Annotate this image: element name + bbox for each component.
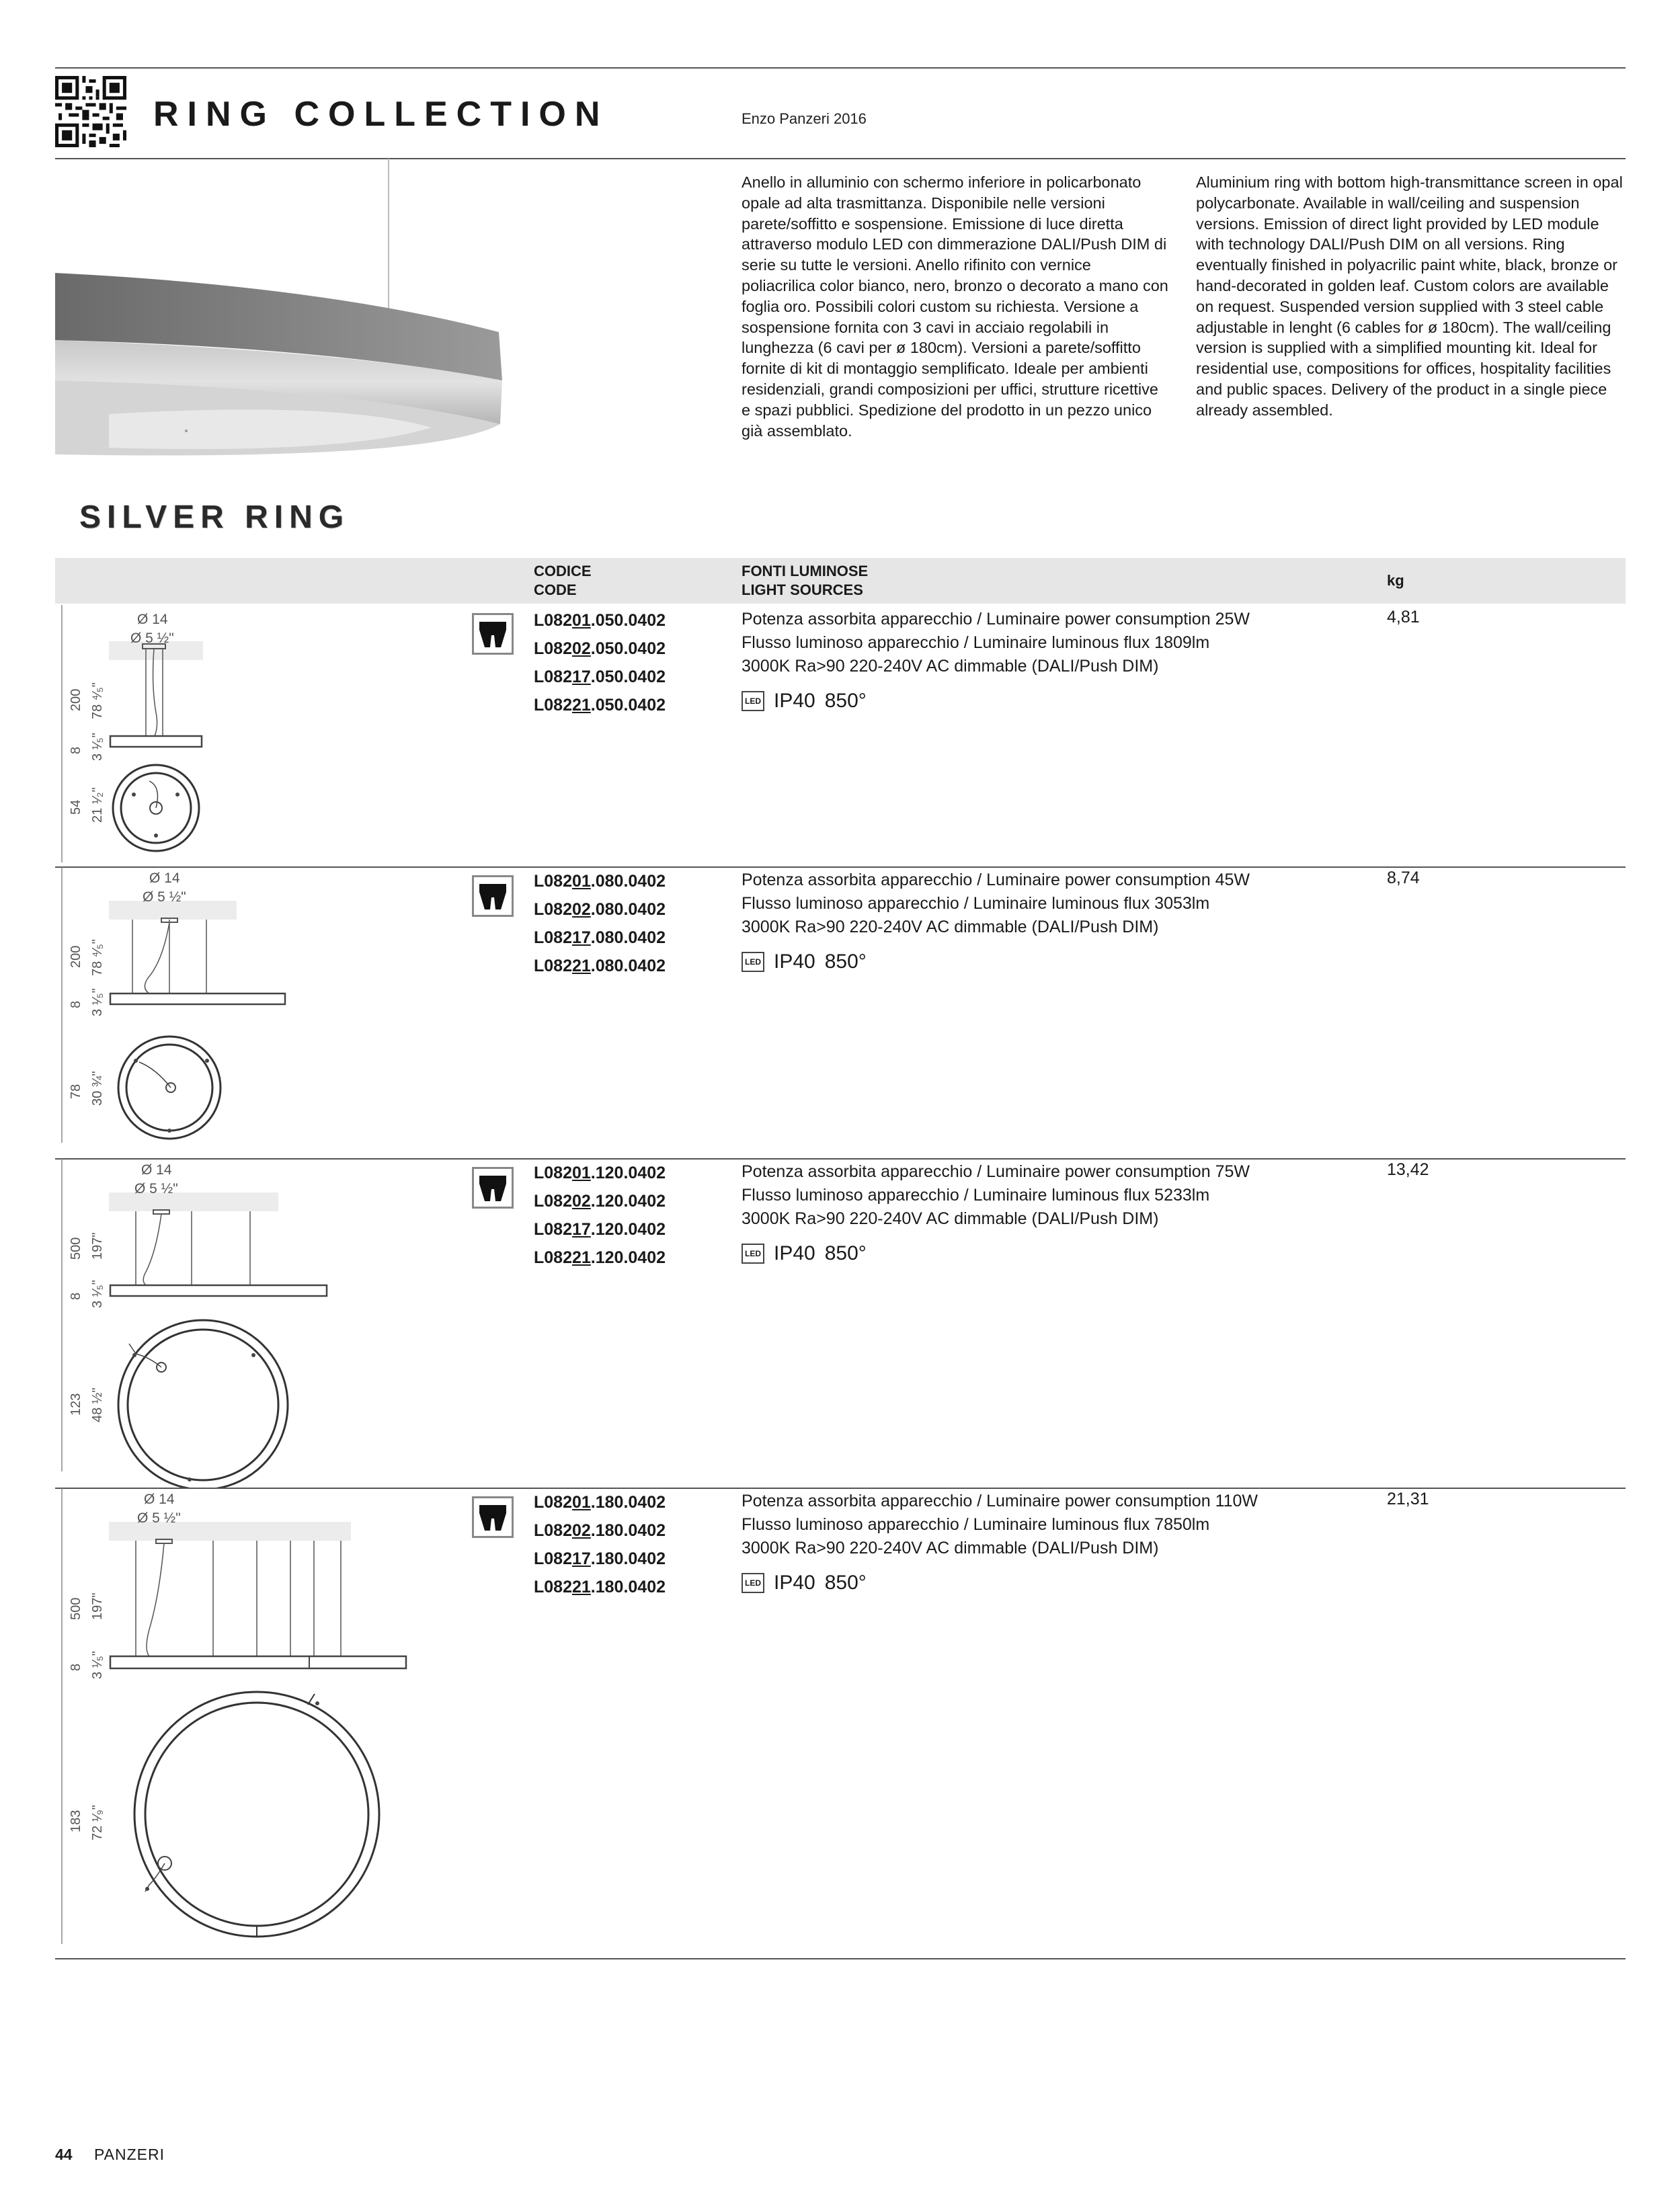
luminous-flux: Flusso luminoso apparecchio / Luminaire luminous flux 3053lm (742, 894, 1210, 913)
weight-value: 21,31 (1387, 1490, 1429, 1508)
product-code[interactable]: L08202.120.0402 (534, 1192, 666, 1211)
light-specs (742, 608, 1250, 678)
led-icon: LED (742, 1244, 764, 1264)
page-number: 44 (55, 2146, 73, 2163)
collection-title: RING COLLECTION (153, 95, 609, 134)
color-temperature: 3000K Ra>90 220-240V AC dimmable (DALI/Push DIM) (742, 918, 1159, 936)
table-header (55, 558, 1626, 604)
product-photo (55, 159, 526, 468)
product-code[interactable]: L08201.080.0402 (534, 872, 666, 891)
product-codes (534, 1159, 666, 1272)
ip-rating: IP40 (774, 1242, 815, 1264)
sources-header-en: LIGHT SOURCES (742, 581, 863, 598)
glow-wire-rating: 850° (824, 1242, 867, 1264)
canopy-diameter-in: Ø 5 ½" (143, 889, 186, 905)
product-code[interactable]: L08217.080.0402 (534, 928, 666, 947)
diameter-cm: 183 (69, 1810, 83, 1832)
diameter-in: 21 ¹⁄₂" (90, 787, 105, 823)
height-in: 197" (90, 1232, 105, 1260)
luminous-flux: Flusso luminoso apparecchio / Luminaire luminous flux 5233lm (742, 1186, 1210, 1205)
suspension-lamp-icon (472, 1167, 514, 1209)
product-code[interactable]: L08221.050.0402 (534, 696, 666, 715)
diameter-cm: 54 (69, 799, 83, 815)
code-header (534, 562, 592, 600)
spec-badges (742, 690, 867, 713)
table-row (55, 605, 1626, 867)
glow-wire-rating: 850° (824, 1572, 867, 1594)
diameter-in: 30 ¾" (90, 1071, 105, 1106)
height-cm: 500 (69, 1597, 83, 1620)
power-consumption: Potenza assorbita apparecchio / Luminaire power consumption 45W (742, 870, 1250, 889)
spec-badges (742, 1572, 867, 1594)
canopy-diameter-in: Ø 5 ½" (130, 631, 174, 646)
weight-value: 8,74 (1387, 868, 1420, 887)
description-english: Aluminium ring with bottom high-transmittance screen in opal polycarbonate. Available in wall/ceiling and suspension versions. Emission of direct light provided by LED module with technology DALI/Push DIM on all versions. Ring eventually finished in polyacrilic paint white, black, bronze or hand-decorated in golden leaf. Custom colors are available on request. Suspended version supplied with 3 steel cable adjustable in lenght (6 cables for ø 180cm). The wall/ceiling version is supplied with a simplified mounting kit. Ideal for residential use, compositions for offices, hospitality facilities and public spaces. Delivery of the product in a single piece already assembled. (1196, 173, 1623, 419)
product-code[interactable]: L08217.180.0402 (534, 1549, 666, 1568)
height-cm: 200 (69, 945, 83, 968)
brand-name: PANZERI (94, 2146, 165, 2163)
table-row (55, 1159, 1626, 1488)
spec-badges (742, 1242, 867, 1265)
product-code[interactable]: L08217.050.0402 (534, 667, 666, 686)
power-consumption: Potenza assorbita apparecchio / Luminaire power consumption 75W (742, 1162, 1250, 1181)
weight-value: 4,81 (1387, 608, 1420, 626)
designer-credit: Enzo Panzeri 2016 (742, 110, 867, 127)
height-in: 197" (90, 1592, 105, 1620)
light-specs (742, 1160, 1250, 1231)
product-code[interactable]: L08202.180.0402 (534, 1521, 666, 1540)
dimension-drawing (55, 1488, 432, 1959)
height-in: 78 ⁴⁄₅" (90, 939, 105, 976)
canopy-diameter-cm: Ø 14 (141, 1162, 172, 1178)
luminous-flux: Flusso luminoso apparecchio / Luminaire luminous flux 1809lm (742, 633, 1210, 652)
dimension-drawing (55, 867, 391, 1160)
power-consumption: Potenza assorbita apparecchio / Luminaire power consumption 110W (742, 1492, 1258, 1510)
thickness-cm: 8 (69, 1292, 83, 1300)
thickness-in: 3 ¹⁄₅" (90, 1280, 105, 1308)
weight-value: 13,42 (1387, 1160, 1429, 1179)
canopy-diameter-cm: Ø 14 (149, 870, 180, 886)
top-rule (55, 67, 1626, 69)
light-specs (742, 868, 1250, 939)
canopy-diameter-in: Ø 5 ½" (137, 1510, 181, 1526)
color-temperature: 3000K Ra>90 220-240V AC dimmable (DALI/Push DIM) (742, 657, 1159, 676)
light-specs (742, 1490, 1258, 1560)
suspension-lamp-icon (472, 875, 514, 917)
glow-wire-rating: 850° (824, 690, 867, 712)
thickness-in: 3 ¹⁄₅" (90, 1651, 105, 1679)
height-cm: 500 (69, 1237, 83, 1260)
table-row (55, 867, 1626, 1160)
led-icon: LED (742, 1573, 764, 1593)
product-code[interactable]: L08201.050.0402 (534, 611, 666, 630)
thickness-in: 3 ¹⁄₅" (90, 988, 105, 1016)
ip-rating: IP40 (774, 690, 815, 712)
table-row (55, 1488, 1626, 1959)
product-codes (534, 606, 666, 719)
canopy-diameter-cm: Ø 14 (144, 1492, 175, 1507)
product-code[interactable]: L08202.080.0402 (534, 900, 666, 919)
height-in: 78 ⁴⁄₅" (90, 682, 105, 719)
power-consumption: Potenza assorbita apparecchio / Luminaire power consumption 25W (742, 610, 1250, 628)
glow-wire-rating: 850° (824, 950, 867, 973)
diameter-in: 72 ¹⁄₉" (90, 1805, 105, 1840)
led-icon: LED (742, 691, 764, 711)
code-header-en: CODE (534, 581, 577, 598)
weight-header: kg (1387, 572, 1404, 589)
ip-rating: IP40 (774, 1572, 815, 1594)
ip-rating: IP40 (774, 950, 815, 973)
product-code[interactable]: L08221.120.0402 (534, 1248, 666, 1267)
code-header-it: CODICE (534, 563, 592, 579)
suspension-lamp-icon (472, 1496, 514, 1538)
product-code[interactable]: L08201.180.0402 (534, 1493, 666, 1512)
diameter-in: 48 ½" (90, 1387, 105, 1422)
product-code[interactable]: L08217.120.0402 (534, 1220, 666, 1239)
luminous-flux: Flusso luminoso apparecchio / Luminaire luminous flux 7850lm (742, 1515, 1210, 1534)
qr-code-icon[interactable] (55, 76, 126, 147)
light-sources-header (742, 562, 868, 600)
diameter-cm: 123 (69, 1393, 83, 1416)
sources-header-it: FONTI LUMINOSE (742, 563, 869, 579)
dimension-drawing (55, 1159, 391, 1488)
product-codes (534, 1488, 666, 1601)
color-temperature: 3000K Ra>90 220-240V AC dimmable (DALI/Push DIM) (742, 1539, 1159, 1557)
thickness-cm: 8 (69, 746, 83, 754)
thickness-cm: 8 (69, 1000, 83, 1008)
canopy-diameter-cm: Ø 14 (137, 612, 168, 627)
product-title: SILVER RING (79, 499, 350, 535)
product-code[interactable]: L08221.180.0402 (534, 1578, 666, 1596)
diameter-cm: 78 (69, 1084, 83, 1099)
product-code[interactable]: L08201.120.0402 (534, 1164, 666, 1182)
height-cm: 200 (69, 688, 83, 711)
led-icon: LED (742, 952, 764, 972)
canopy-diameter-in: Ø 5 ½" (134, 1181, 178, 1197)
product-code[interactable]: L08221.080.0402 (534, 957, 666, 975)
thickness-in: 3 ¹⁄₅" (90, 733, 105, 761)
suspension-lamp-icon (472, 613, 514, 655)
dimension-drawing (55, 605, 391, 867)
spec-badges (742, 950, 867, 973)
row-divider (55, 1958, 1626, 1959)
product-codes (534, 867, 666, 980)
thickness-cm: 8 (69, 1663, 83, 1671)
description-italian: Anello in alluminio con schermo inferiore in policarbonato opale ad alta trasmittanza. Disponibile nelle versioni parete/soffitto e sospensione. Emissione di luce diretta attraverso modulo LED con dimmerazione DALI/Push DIM di serie su tutte le versioni. Anello rifinito con vernice poliacrilica color bianco, nero, bronzo o decorato a mano con foglia oro. Possibili colori custom su richiesta. Versione a sospensione fornita con 3 cavi in acciaio regolabili in lunghezza (6 cavi per ø 180cm). Versioni a parete/soffitto fornite di kit di montaggio semplificato. Ideale per ambienti residenziali, grandi composizioni per uffici, strutture ricettive e spazi pubblici. Spedizione del prodotto in un pezzo unico già assemblato. (742, 173, 1168, 440)
color-temperature: 3000K Ra>90 220-240V AC dimmable (DALI/Push DIM) (742, 1209, 1159, 1228)
product-code[interactable]: L08202.050.0402 (534, 639, 666, 658)
